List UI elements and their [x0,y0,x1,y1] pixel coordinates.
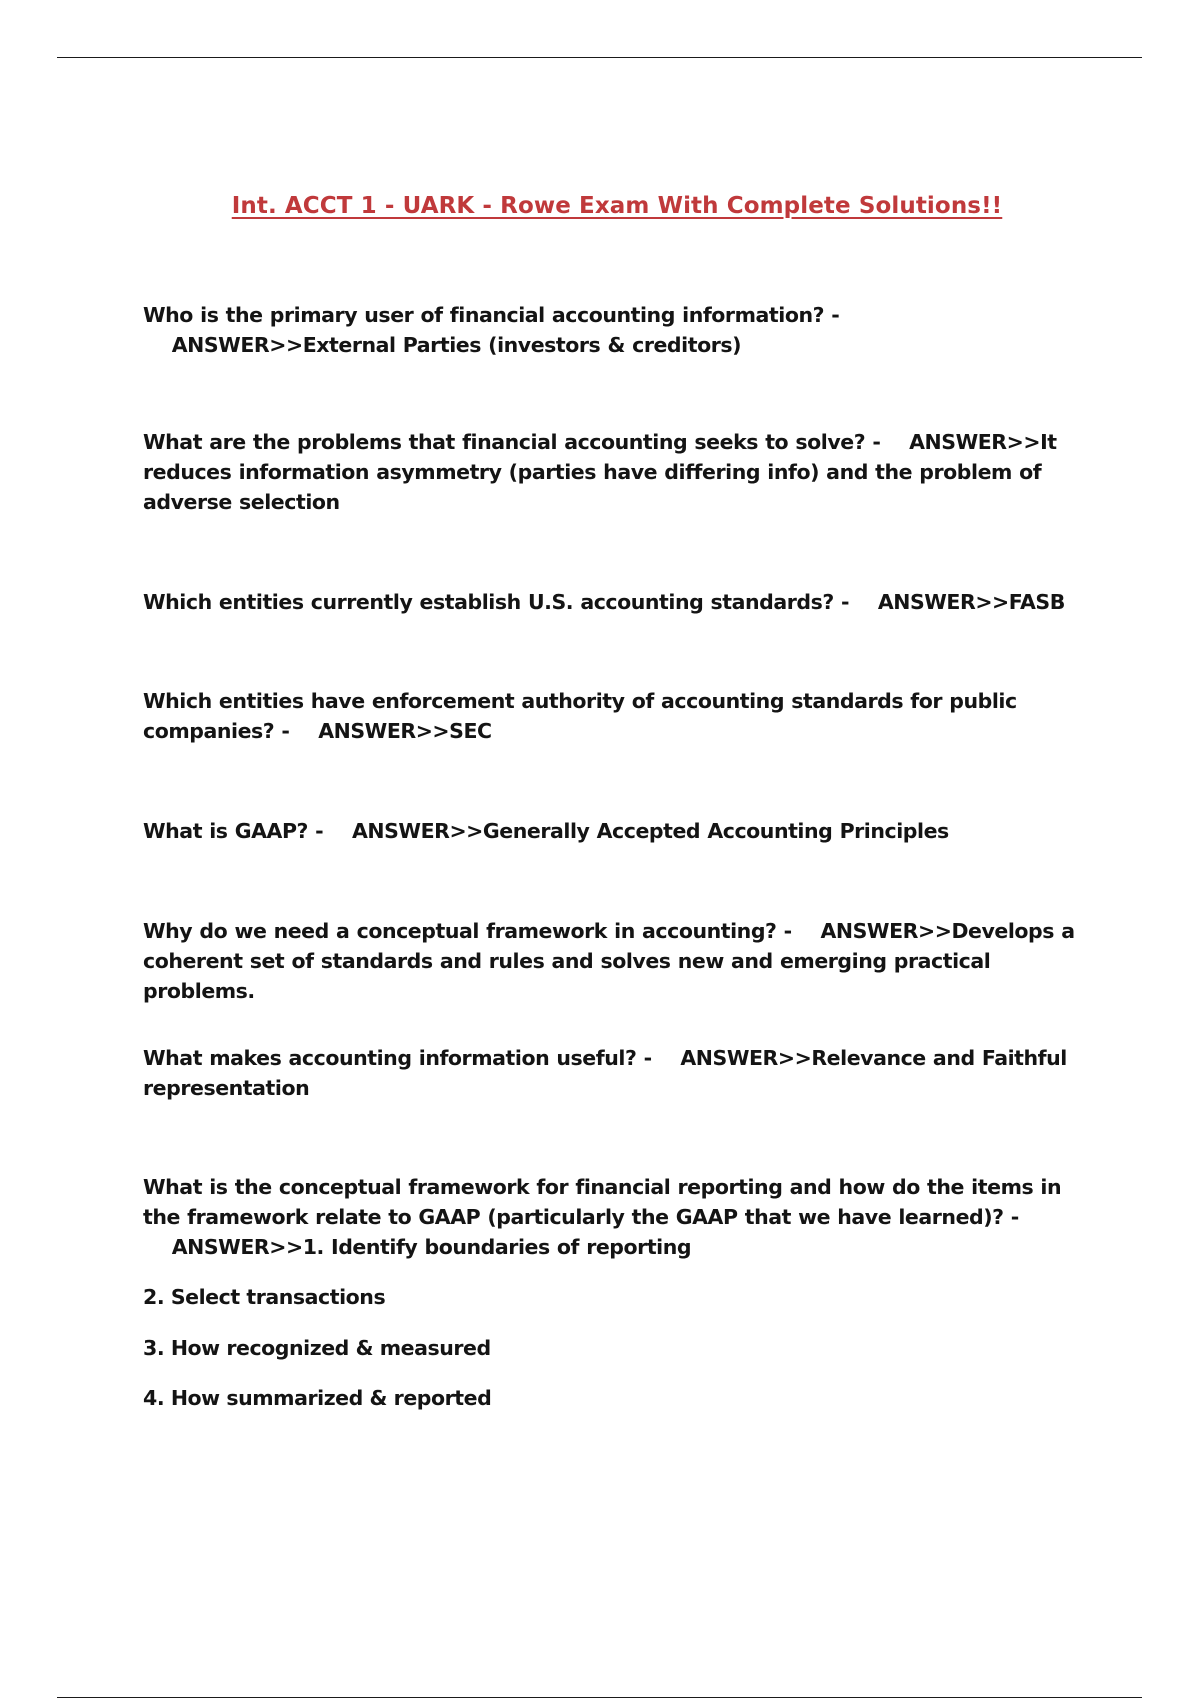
question-text: Which entities have enforcement authority of accounting standards for public companies? - [143,689,1017,743]
question-text: What is the conceptual framework for financial reporting and how do the items in the framework relate to GAAP (particularly the GAAP that we have learned)? - [143,1175,1062,1229]
answer-text: ANSWER>>Generally Accepted Accounting Principles [351,819,949,843]
qa-item-6 [143,916,1088,1006]
question-text: Who is the primary user of financial accounting information? - [143,303,840,327]
answer-text: ANSWER>>Relevance and Faithful representation [143,1046,1067,1100]
question-text: What is GAAP? - [143,819,324,843]
question-text: Which entities currently establish U.S. accounting standards? - [143,590,850,614]
list-item: 4. How summarized & reported [143,1386,492,1410]
qa-item-5 [143,816,1088,846]
question-text: Why do we need a conceptual framework in accounting? - [143,919,792,943]
answer-text: ANSWER>>External Parties (investors & creditors) [171,333,742,357]
answer-text: ANSWER>>SEC [318,719,492,743]
qa-item-4 [143,686,1088,746]
list-item: 2. Select transactions [143,1285,386,1309]
bottom-rule [57,1697,1142,1698]
answer-text: ANSWER>>It reduces information asymmetry (parties have differing info) and the problem of adverse selection [143,430,1057,514]
top-rule [57,57,1142,58]
answer-text: ANSWER>>Develops a coherent set of standards and rules and solves new and emerging practical problems. [143,919,1075,1003]
qa-item-7 [143,1043,1088,1103]
question-text: What makes accounting information useful? - [143,1046,652,1070]
list-item: 3. How recognized & measured [143,1336,491,1360]
document-title: Int. ACCT 1 - UARK - Rowe Exam With Complete Solutions!! [231,193,1003,219]
qa-item-1 [143,300,1088,360]
qa-item-2 [143,427,1088,517]
qa-item-3 [143,587,1088,617]
answer-text: ANSWER>>FASB [877,590,1065,614]
answer-text: ANSWER>>1. Identify boundaries of reporting [171,1235,692,1259]
question-text: What are the problems that financial accounting seeks to solve? - [143,430,881,454]
qa-item-8 [143,1172,1088,1262]
